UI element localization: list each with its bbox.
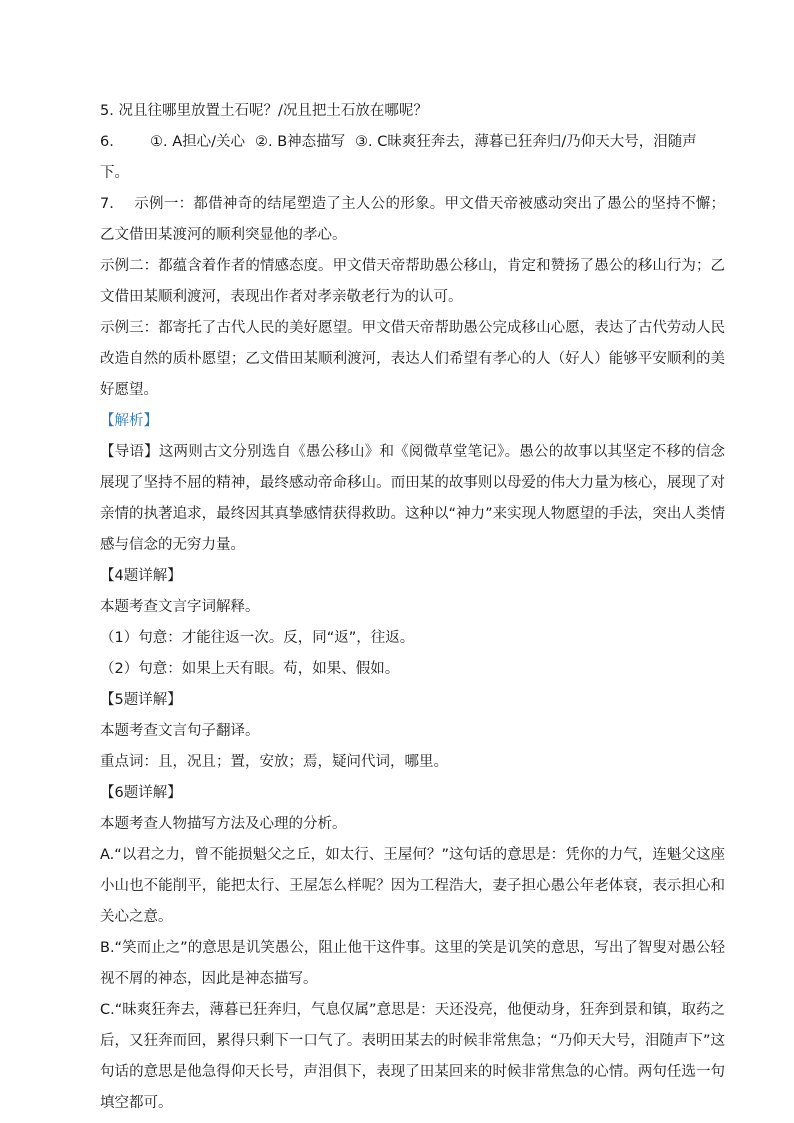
q7-example-1: 示例一：都借神奇的结尾塑造了主人公的形象。甲文借天帝被感动突出了愚公的坚持不懈；乙文借田某渡河的顺利突显他的孝心。 — [100, 196, 725, 243]
section-4-item-2: （2）句意：如果上天有眼。苟，如果、假如。 — [100, 661, 400, 677]
section-6-intro: 本题考查人物描写方法及心理的分析。 — [100, 816, 347, 832]
section-5-key-words: 重点词：且，况且；置，安放；焉，疑问代词，哪里。 — [100, 754, 448, 770]
analysis-tag: 【解析】 — [100, 413, 158, 429]
q6-option-1: ①. A担心/关心 — [150, 134, 246, 150]
section-6-option-b: B.“笑而止之”的意思是讥笑愚公，阻止他干这件事。这里的笑是讥笑的意思，写出了智叟对愚公轻视不屑的神态，因此是神态描写。 — [100, 940, 725, 987]
section-5-title: 【5题详解】 — [100, 692, 182, 708]
section-4-intro: 本题考查文言字词解释。 — [100, 599, 260, 615]
answer-q5: 5. 况且往哪里放置土石呢？/况且把土石放在哪呢？ — [100, 103, 428, 119]
q6-option-2: ②. B神态描写 — [255, 134, 346, 150]
document-page — [100, 96, 725, 1119]
answer-q7 — [100, 189, 725, 251]
section-4-item-1: （1）句意：才能往返一次。反，同“返”，往返。 — [100, 630, 415, 646]
guide-paragraph: 【导语】这两则古文分别选自《愚公移山》和《阅微草堂笔记》。愚公的故事以其坚定不移的信念展现了坚持不屈的精神，最终感动帝命移山。而田某的故事则以母爱的伟大力量为核心，展现了对亲情的执著追求，最终因其真挚感情获得救助。这种以“神力”来实现人物愿望的手法，突出人类情感与信念的无穷力量。 — [100, 444, 725, 553]
q6-option-3: ③. C昧爽狂奔去，薄暮已狂奔归/乃仰天大号，泪随声 — [355, 134, 697, 150]
section-5-intro: 本题考查文言句子翻译。 — [100, 723, 260, 739]
q6-continuation: 下。 — [100, 165, 129, 181]
q7-example-3: 示例三：都寄托了古代人民的美好愿望。甲文借天帝帮助愚公完成移山心愿，表达了古代劳动人民改造自然的质朴愿望；乙文借田某顺利渡河，表达人们希望有孝心的人（好人）能够平安顺利的美好愿望。 — [100, 320, 725, 398]
section-4-title: 【4题详解】 — [100, 568, 182, 584]
q7-number: 7. — [100, 196, 114, 212]
q7-example-2: 示例二：都蕴含着作者的情感态度。甲文借天帝帮助愚公移山，肯定和赞扬了愚公的移山行为；乙文借田某顺利渡河，表现出作者对孝亲敬老行为的认可。 — [100, 258, 725, 305]
q6-number: 6. — [100, 134, 114, 150]
answer-q6 — [100, 127, 725, 158]
section-6-title: 【6题详解】 — [100, 785, 182, 801]
section-6-option-a: A.“以君之力，曾不能损魁父之丘，如太行、王屋何？”这句话的意思是：凭你的力气，连魁父这座小山也不能削平，能把太行、王屋怎么样呢？因为工程浩大，妻子担心愚公年老体衰，表示担心和关心之意。 — [100, 847, 725, 925]
section-6-option-c: C.“昧爽狂奔去，薄暮已狂奔归，气息仅属”意思是：天还没亮，他便动身，狂奔到景和镇，取药之后，又狂奔而回，累得只剩下一口气了。表明田某去的时候非常焦急；“乃仰天大号，泪随声下”这句话的意思是他急得仰天长号，声泪俱下，表现了田某回来的时候非常焦急的心情。两句任选一句填空都可。 — [100, 1002, 725, 1111]
